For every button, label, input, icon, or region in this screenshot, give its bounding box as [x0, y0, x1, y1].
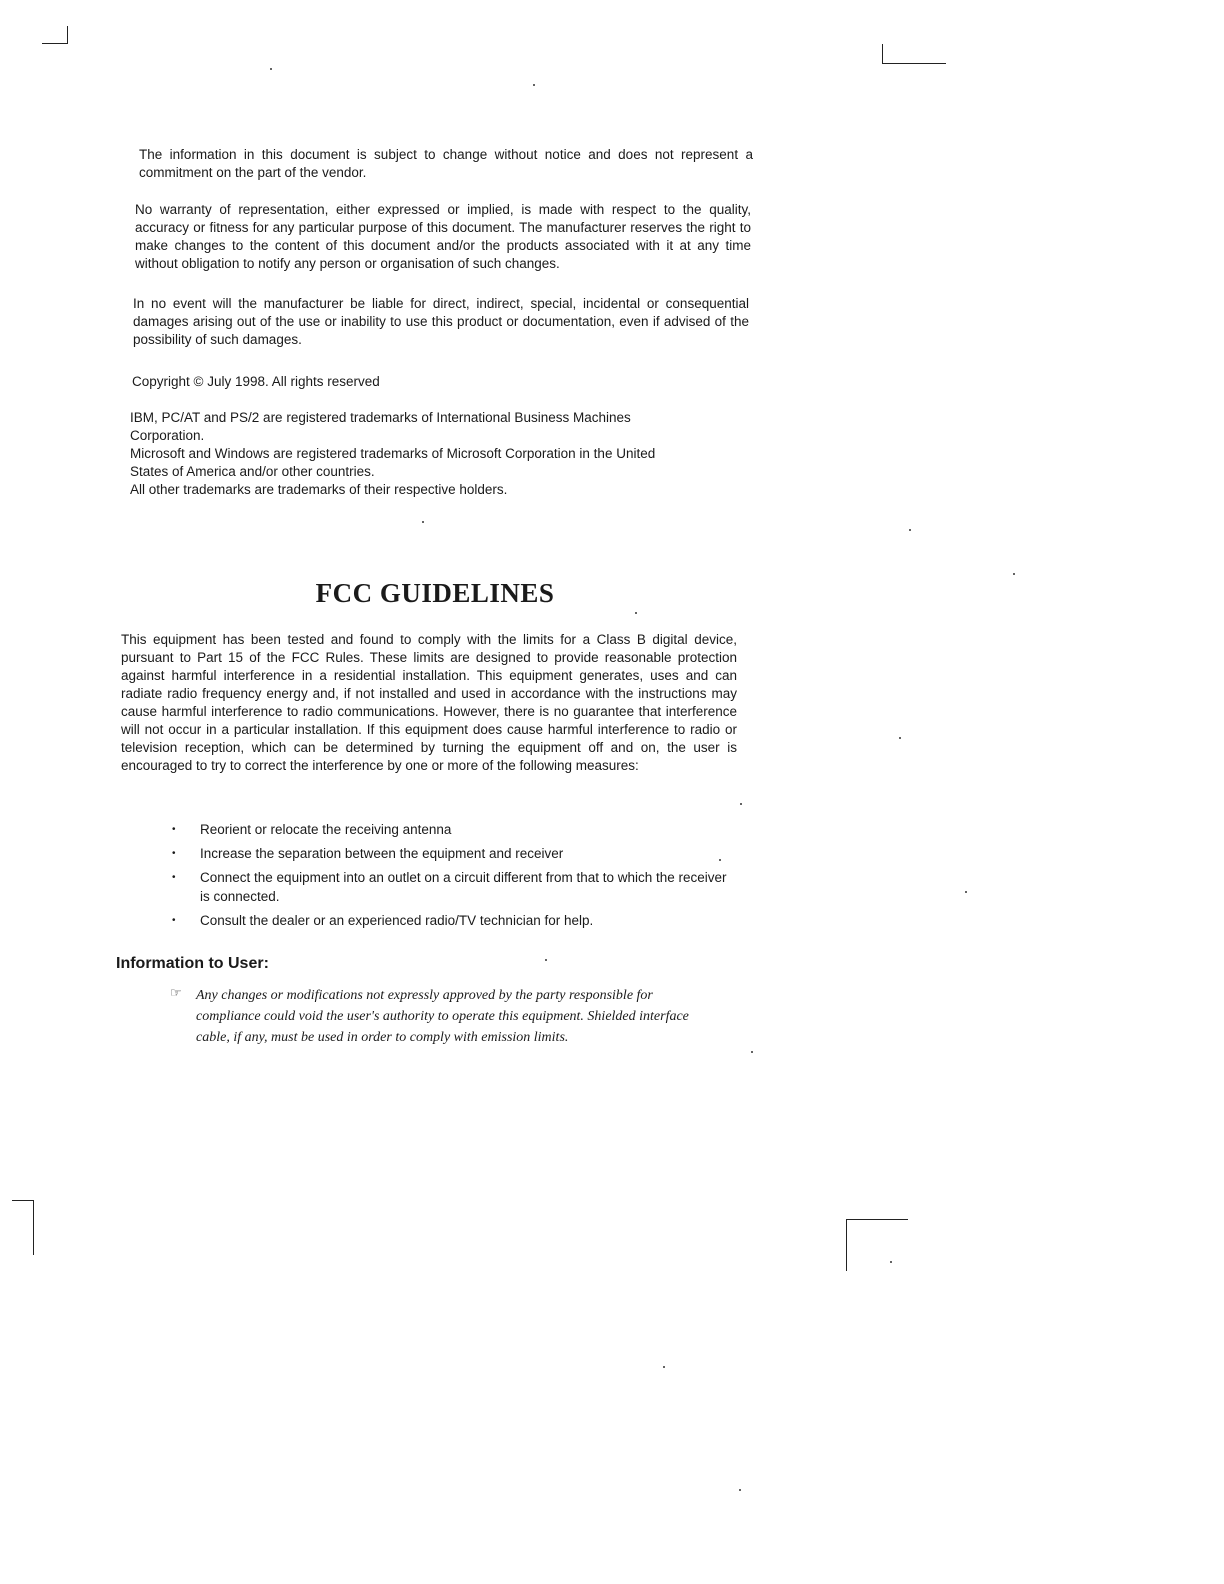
warranty-text: No warranty of representation, either expressed or implied, is made with respect to the quality, accuracy or fitness for any particular purpose of this document. The manufacturer reserves the right to make changes to the content of this document and/or the products associated with it at any time without obligation to notify any person or organisation of such changes. — [135, 202, 751, 271]
scan-speck — [1013, 573, 1015, 575]
scan-speck — [270, 68, 272, 70]
scan-speck — [899, 737, 901, 739]
crop-mark-bottom-left-vertical — [33, 1200, 34, 1255]
crop-mark-top-left — [42, 43, 68, 44]
crop-mark-top-left-vertical — [67, 26, 68, 44]
info-to-user-heading: Information to User: — [116, 955, 269, 972]
scan-speck — [422, 521, 424, 523]
measure-text: Connect the equipment into an outlet on a circuit different from that to which the receiver is connected. — [200, 870, 727, 904]
crop-mark-bottom-right-vertical — [846, 1219, 847, 1271]
list-item — [170, 868, 740, 906]
list-item — [170, 911, 740, 930]
info-to-user-notice — [170, 985, 710, 1048]
copyright-notice — [132, 373, 632, 391]
list-item — [170, 844, 740, 863]
fcc-measures-list — [170, 820, 740, 935]
copyright-text: Copyright © July 1998. All rights reserved — [132, 374, 380, 389]
scan-speck — [545, 959, 547, 961]
scan-speck — [909, 529, 911, 531]
bullet-icon: • — [172, 824, 176, 835]
crop-mark-bottom-left — [12, 1200, 34, 1201]
measure-text: Reorient or relocate the receiving antenna — [200, 822, 452, 837]
pointing-hand-icon: ☞ — [170, 985, 182, 1000]
info-to-user-text: Any changes or modifications not expressly approved by the party responsible for compliance could void the user's authority to operate this equipment. Shielded interface cable, if any, must be used in order to comply with emission limits. — [196, 988, 689, 1045]
trademark-microsoft: Microsoft and Windows are registered trademarks of Microsoft Corporation in the United States of America and/or other countries. — [130, 446, 656, 479]
fcc-intro-paragraph — [121, 631, 737, 775]
fcc-guidelines-title: FCC GUIDELINES — [315, 578, 555, 608]
list-item — [170, 820, 740, 839]
crop-mark-bottom-right — [846, 1219, 908, 1220]
scan-speck — [663, 1366, 665, 1368]
scan-speck — [740, 803, 742, 805]
trademark-others: All other trademarks are trademarks of their respective holders. — [130, 482, 508, 497]
scan-speck — [965, 891, 967, 893]
bullet-icon: • — [172, 872, 176, 883]
crop-mark-top-right-horizontal — [882, 63, 946, 64]
trademark-ibm: IBM, PC/AT and PS/2 are registered trademarks of International Business Machines Corporation. — [130, 410, 631, 443]
disclaimer-paragraph-1 — [139, 146, 753, 182]
bullet-icon: • — [172, 915, 176, 926]
scan-speck — [533, 84, 535, 86]
scan-speck — [751, 1051, 753, 1053]
crop-mark-top-right — [882, 44, 883, 64]
disclaimer-text: The information in this document is subject to change without notice and does not represent a commitment on the part of the vendor. — [139, 147, 753, 180]
disclaimer-paragraph-2 — [135, 201, 751, 273]
measure-text: Consult the dealer or an experienced radio/TV technician for help. — [200, 913, 594, 928]
scan-speck — [890, 1261, 892, 1263]
disclaimer-paragraph-3 — [133, 295, 749, 349]
measure-text: Increase the separation between the equipment and receiver — [200, 846, 564, 861]
fcc-intro-text: This equipment has been tested and found to comply with the limits for a Class B digital device, pursuant to Part 15 of the FCC Rules. These limits are designed to provide reasonable protection against harmful interference in a residential installation. This equipment generates, uses and can radiate radio frequency energy and, if not installed and used in accordance with the instructions may cause harmful interference to radio communications. However, there is no guarantee that interference will not occur in a particular installation. If this equipment does cause harmful interference to radio or television reception, which can be determined by turning the equipment off and on, the user is encouraged to try to correct the interference by one or more of the following measures: — [121, 632, 737, 773]
scan-speck — [739, 1489, 741, 1491]
scan-speck — [635, 612, 637, 614]
liability-text: In no event will the manufacturer be liable for direct, indirect, special, incidental or consequential damages arising out of the use or inability to use this product or documentation, even if advised of the possibility of such damages. — [133, 296, 749, 347]
trademarks-section — [130, 409, 690, 499]
bullet-icon: • — [172, 848, 176, 859]
